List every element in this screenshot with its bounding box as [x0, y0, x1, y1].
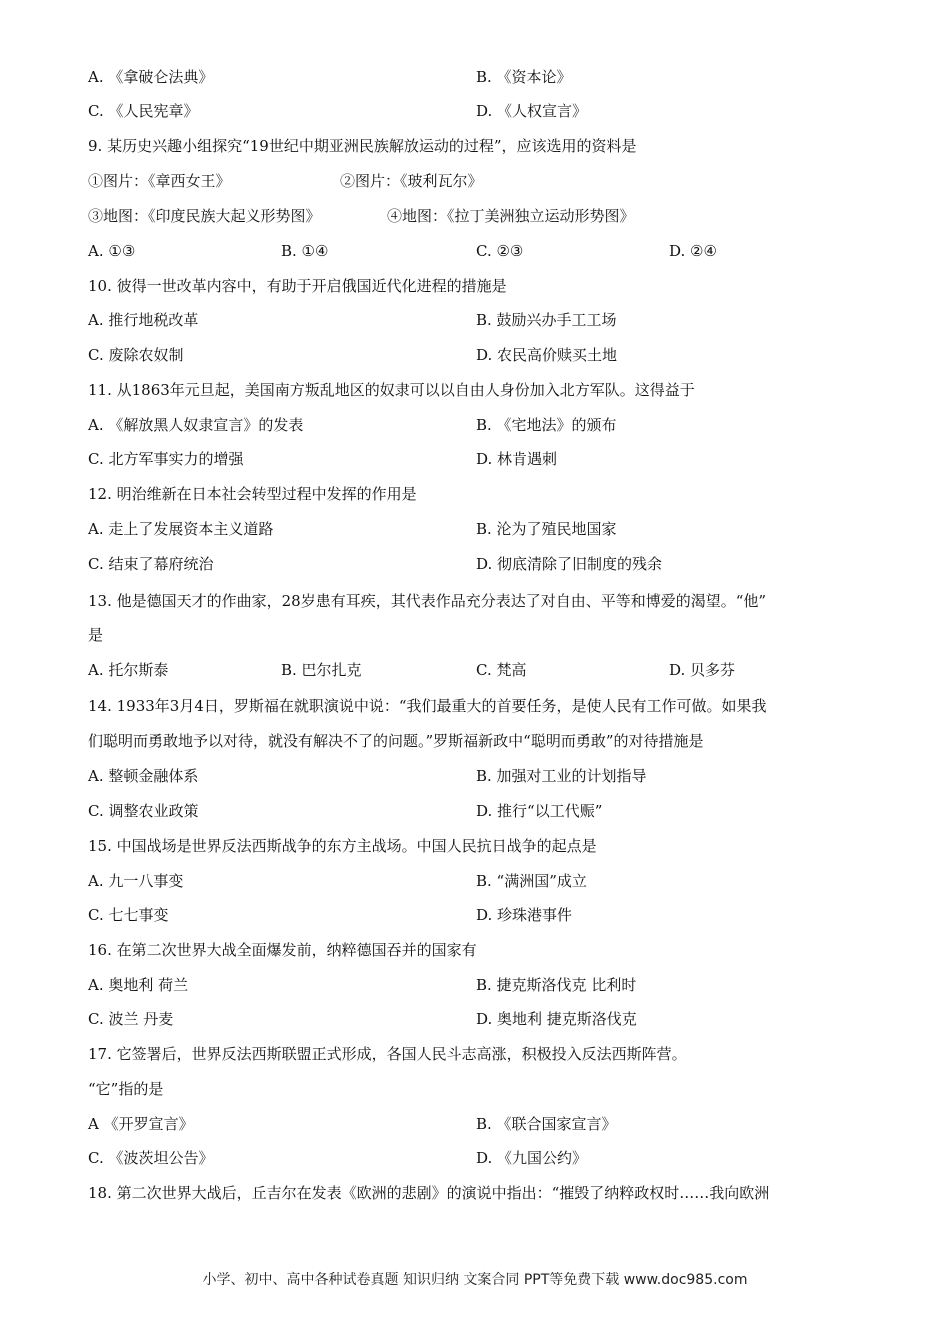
- question-text: 是: [88, 626, 104, 644]
- question-text: 11. 从1863年元旦起，美国南方叛乱地区的奴隶可以以自由人身份加入北方军队。这得益于: [88, 381, 695, 399]
- answer-option: A. 托尔斯泰: [88, 661, 169, 679]
- answer-option: B. ①④: [281, 242, 329, 260]
- answer-option: D. 《人权宣言》: [476, 102, 588, 120]
- question-text: “它”指的是: [88, 1080, 164, 1098]
- answer-option: D. 林肯遇刺: [476, 450, 558, 468]
- question-text: 17. 它签署后，世界反法西斯联盟正式形成，各国人民斗志高涨，积极投入反法西斯阵营。: [88, 1045, 687, 1063]
- question-text: 9. 某历史兴趣小组探究“19世纪中期亚洲民族解放运动的过程”，应该选用的资料是: [88, 137, 637, 155]
- answer-option: A. 《拿破仑法典》: [88, 68, 214, 86]
- answer-option: B. 《联合国家宣言》: [476, 1115, 617, 1133]
- answer-option: B. “满洲国”成立: [476, 872, 587, 890]
- answer-option: A. 《解放黑人奴隶宣言》的发表: [88, 416, 304, 434]
- answer-option: B. 加强对工业的计划指导: [476, 767, 647, 785]
- answer-option: A. 九一八事变: [88, 872, 184, 890]
- answer-option: C. 波兰 丹麦: [88, 1010, 174, 1028]
- answer-option: C. ②③: [476, 242, 524, 260]
- answer-option: B. 《宅地法》的颁布: [476, 416, 617, 434]
- answer-option: C. 梵高: [476, 661, 527, 679]
- answer-option: C. 《人民宪章》: [88, 102, 199, 120]
- answer-option: D. 贝多芬: [669, 661, 736, 679]
- answer-option: B. 《资本论》: [476, 68, 572, 86]
- answer-option: C. 废除农奴制: [88, 346, 184, 364]
- answer-option: C. 《波茨坦公告》: [88, 1149, 214, 1167]
- question-text: ③地图：《印度民族大起义形势图》: [88, 207, 321, 225]
- answer-option: D. 推行“以工代赈”: [476, 802, 603, 820]
- question-text: 们聪明而勇敢地予以对待，就没有解决不了的问题。”罗斯福新政中“聪明而勇敢”的对待措施是: [88, 732, 704, 750]
- question-text: 16. 在第二次世界大战全面爆发前，纳粹德国吞并的国家有: [88, 941, 477, 959]
- answer-option: A. ①③: [88, 242, 136, 260]
- answer-option: A. 推行地税改革: [88, 311, 199, 329]
- answer-option: D. 农民高价赎买土地: [476, 346, 618, 364]
- question-text: 13. 他是德国天才的作曲家，28岁患有耳疾，其代表作品充分表达了对自由、平等和博爱的渴望。“他”: [88, 592, 767, 610]
- answer-option: ②图片：《玻利瓦尔》: [340, 172, 483, 190]
- answer-option: D. 珍珠港事件: [476, 906, 573, 924]
- answer-option: B. 巴尔扎克: [281, 661, 362, 679]
- answer-option: D. 《九国公约》: [476, 1149, 588, 1167]
- answer-option: C. 七七事变: [88, 906, 169, 924]
- page-footer: 小学、初中、高中各种试卷真题 知识归纳 文案合同 PPT等免费下载 www.doc985.com: [202, 1272, 748, 1288]
- answer-option: C. 结束了幕府统治: [88, 555, 214, 573]
- answer-option: A. 奥地利 荷兰: [88, 976, 189, 994]
- answer-option: B. 捷克斯洛伐克 比利时: [476, 976, 637, 994]
- answer-option: B. 鼓励兴办手工工场: [476, 311, 617, 329]
- question-text: 15. 中国战场是世界反法西斯战争的东方主战场。中国人民抗日战争的起点是: [88, 837, 597, 855]
- question-text: 12. 明治维新在日本社会转型过程中发挥的作用是: [88, 485, 417, 503]
- answer-option: D. ②④: [669, 242, 717, 260]
- question-text: ①图片：《章西女王》: [88, 172, 231, 190]
- answer-option: A. 整顿金融体系: [88, 767, 199, 785]
- answer-option: B. 沦为了殖民地国家: [476, 520, 617, 538]
- answer-option: A 《开罗宣言》: [88, 1115, 194, 1133]
- question-text: 10. 彼得一世改革内容中，有助于开启俄国近代化进程的措施是: [88, 277, 507, 295]
- answer-option: D. 彻底清除了旧制度的残余: [476, 555, 663, 573]
- question-text: 18. 第二次世界大战后，丘吉尔在发表《欧洲的悲剧》的演说中指出：“摧毁了纳粹政权时……我向欧洲: [88, 1184, 770, 1202]
- question-text: 14. 1933年3月4日，罗斯福在就职演说中说：“我们最重大的首要任务，是使人民有工作可做。如果我: [88, 697, 767, 715]
- answer-option: A. 走上了发展资本主义道路: [88, 520, 274, 538]
- answer-option: C. 调整农业政策: [88, 802, 199, 820]
- answer-option: C. 北方军事实力的增强: [88, 450, 244, 468]
- answer-option: D. 奥地利 捷克斯洛伐克: [476, 1010, 637, 1028]
- answer-option: ④地图：《拉丁美洲独立运动形势图》: [387, 207, 635, 225]
